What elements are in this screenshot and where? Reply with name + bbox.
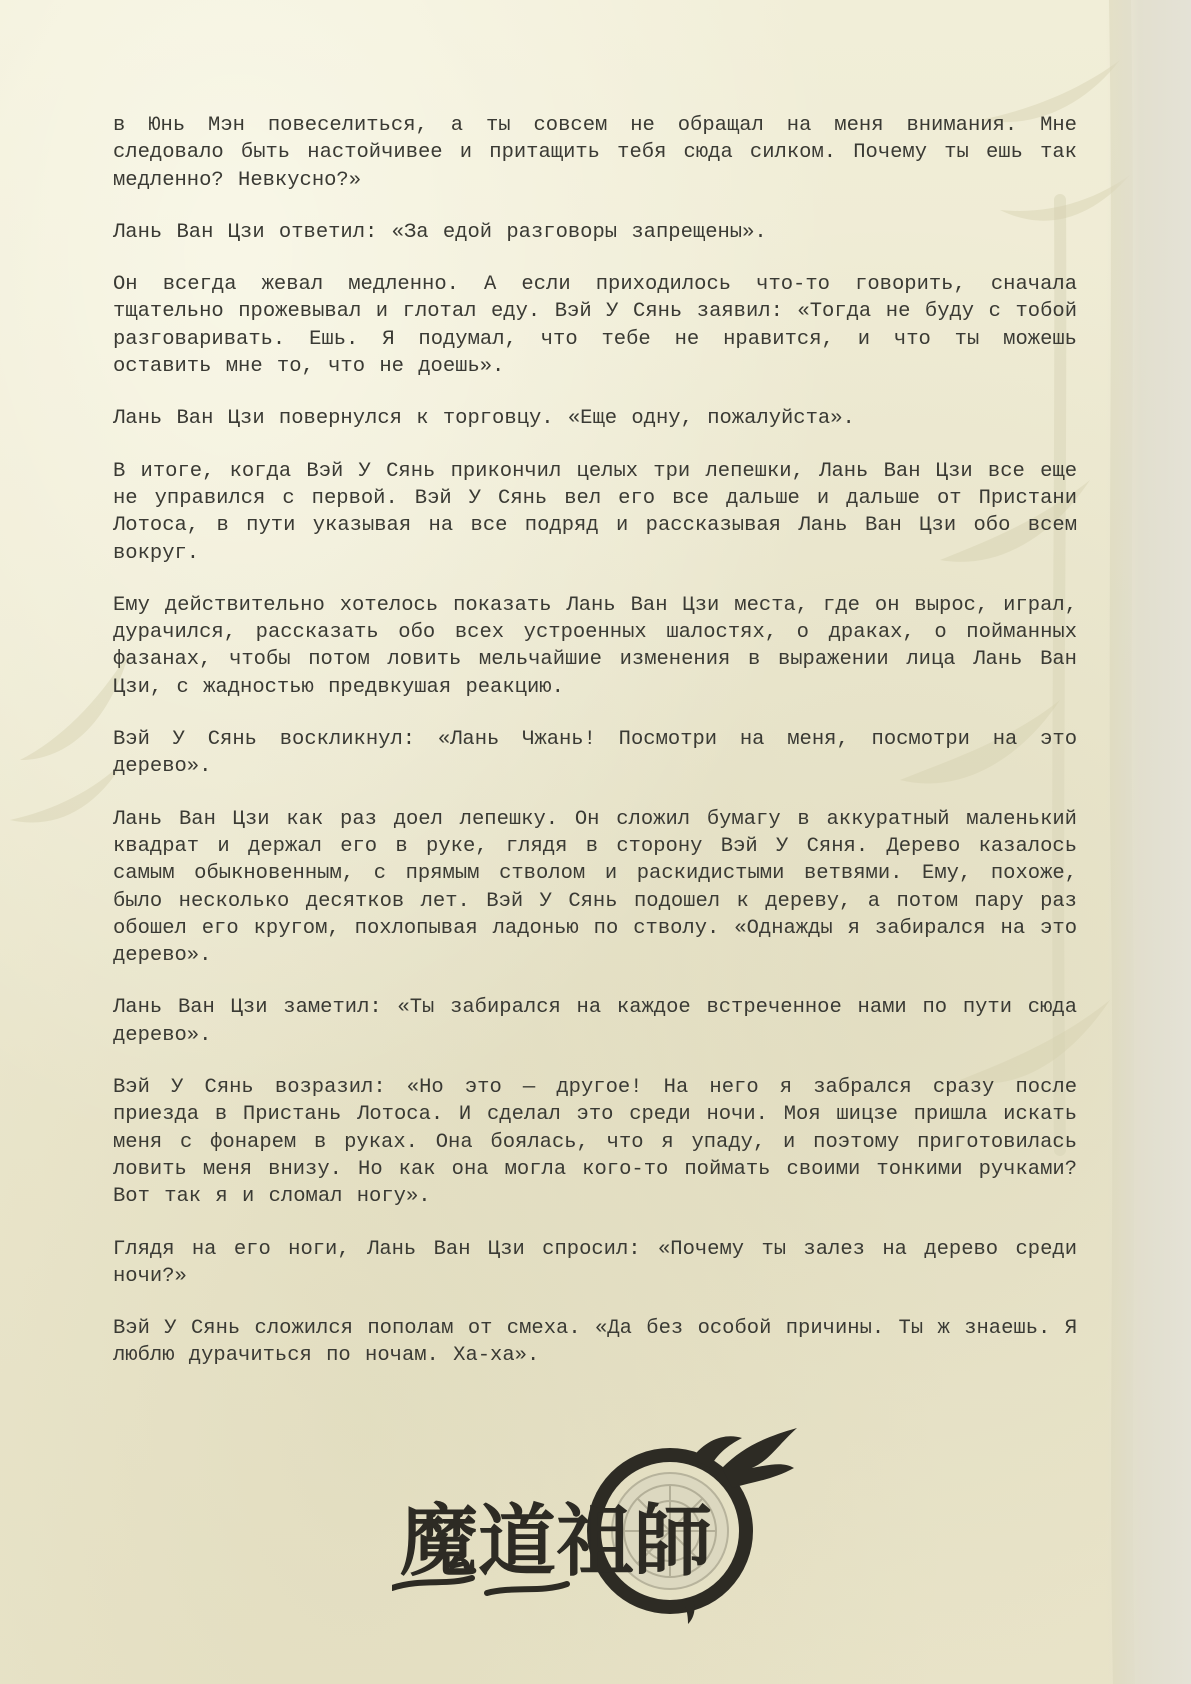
paragraph: Лань Ван Цзи заметил: «Ты забирался на каждое встреченное нами по пути сюда дерево». [113,996,1077,1047]
paragraph: Лань Ван Цзи повернулся к торговцу. «Еще одну, пожалуйста». [113,407,855,431]
paragraph: Лань Ван Цзи ответил: «За едой разговоры запрещены». [113,220,767,244]
logo-text: 魔道祖師 [400,1496,713,1587]
calligraphy-logo-icon [392,1428,802,1624]
paragraph: Лань Ван Цзи как раз доел лепешку. Он сложил бумагу в аккуратный маленький квадрат и держал его в руке, глядя в сторону Вэй У Сяня. Дерево казалось самым обыкновенным, с прямым стволом и раскидистыми ветвями. Ему, похоже, было несколько десятков лет. Вэй У Сянь подошел к дереву, а потом пару раз обошел его кругом, похлопывая ладонью по стволу. «Однажды я забирался на это дерево». [113,807,1077,968]
paragraph: Ему действительно хотелось показать Лань Ван Цзи места, где он вырос, играл, дурачился, рассказать обо всех устроенных шалостях, о драках, о пойманных фазанах, чтобы потом ловить мельчайшие изменения в выражении лица Лань Ван Цзи, с жадностью предвкушая реакцию. [113,593,1077,699]
paragraph: Глядя на его ноги, Лань Ван Цзи спросил: «Почему ты залез на дерево среди ночи?» [113,1237,1077,1288]
text-body [113,112,1077,1395]
paragraph: В итоге, когда Вэй У Сянь прикончил целых три лепешки, Лань Ван Цзи все еще не управился с первой. Вэй У Сянь вел его все дальше и дальше от Пристани Лотоса, в пути указывая на все подряд и рассказывая Лань Ван Цзи обо всем вокруг. [113,459,1077,565]
paragraph: Вэй У Сянь возразил: «Но это — другое! На него я забрался сразу после приезда в Пристань Лотоса. И сделал это среди ночи. Моя шицзе пришла искать меня с фонарем в руках. Она боялась, что я упаду, и поэтому приготовилась ловить меня внизу. Но как она могла кого-то поймать своими тонкими ручками? Вот так я и сломал ногу». [113,1076,1077,1209]
page-right-edge [1106,0,1191,1684]
paragraph: в Юнь Мэн повеселиться, а ты совсем не обращал на меня внимания. Мне следовало быть настойчивее и притащить тебя сюда силком. Почему ты ешь так медленно? Невкусно?» [113,114,1077,192]
paragraph: Он всегда жевал медленно. А если приходилось что-то говорить, сначала тщательно прожевывал и глотал еду. Вэй У Сянь заявил: «Тогда не буду с тобой разговаривать. Ешь. Я подумал, что тебе не нравится, и что ты можешь оставить мне то, что не доешь». [113,273,1077,379]
paragraph: Вэй У Сянь воскликнул: «Лань Чжань! Посмотри на меня, посмотри на это дерево». [113,728,1077,779]
paragraph: Вэй У Сянь сложился пополам от смеха. «Да без особой причины. Ты ж знаешь. Я люблю дурачиться по ночам. Ха-ха». [113,1317,1077,1368]
